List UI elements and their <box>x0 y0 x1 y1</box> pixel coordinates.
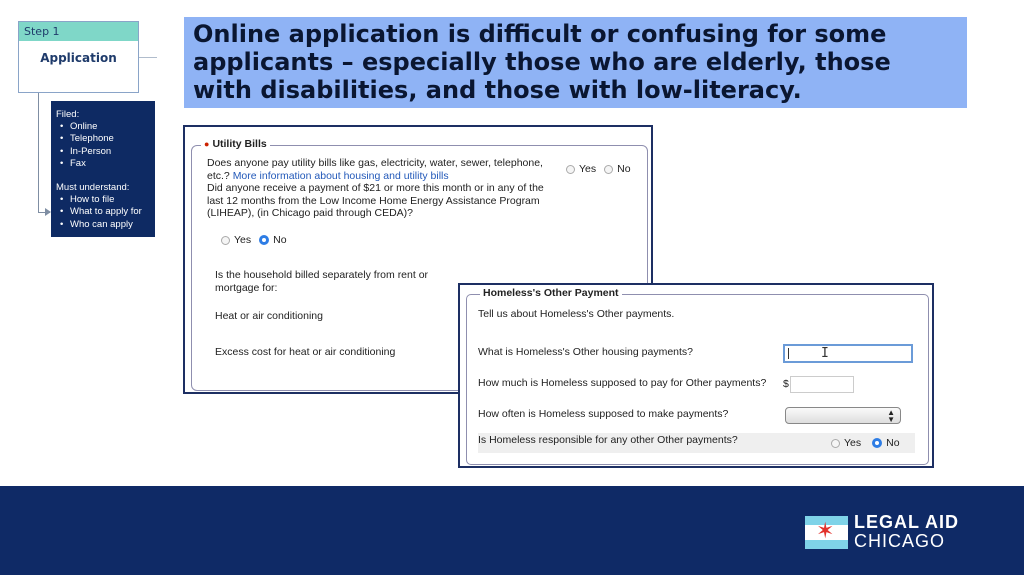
dollar-sign: $ <box>783 378 789 390</box>
list-item: • Telephone <box>56 133 150 145</box>
amount-input[interactable] <box>790 376 854 393</box>
q2-no-label: No <box>273 234 287 246</box>
understand-list <box>56 194 150 231</box>
heat-ac-label: Heat or air conditioning <box>215 310 323 322</box>
homeless-payment-panel <box>458 283 934 468</box>
select-arrows-icon: ▲ ▼ <box>887 408 895 424</box>
utility-legend-label: Utility Bills <box>212 138 267 150</box>
q1-yes-label: Yes <box>579 163 597 175</box>
utility-question-1 <box>207 157 557 220</box>
text-caret <box>788 348 789 359</box>
q1-no-label: No <box>617 163 631 175</box>
q2-no-radio[interactable] <box>259 235 269 245</box>
utility-q2-radios <box>221 234 287 246</box>
chicago-flag-icon: ✶ <box>805 516 848 549</box>
list-item: • Fax <box>56 158 150 170</box>
list-item: • Online <box>56 121 150 133</box>
filed-heading: Filed: <box>56 109 80 120</box>
utility-q1-text: Does anyone pay utility bills like gas, electricity, water, sewer, telephone, etc.? <box>207 157 543 182</box>
responsible-no-label: No <box>886 437 900 449</box>
step-title: Application <box>40 51 117 65</box>
legal-aid-chicago-logo <box>805 513 959 551</box>
q2-yes-label: Yes <box>234 234 252 246</box>
logo-line-2: CHICAGO <box>854 531 946 551</box>
homeless-intro: Tell us about Homeless's Other payments. <box>478 308 675 320</box>
responsible-yes-label: Yes <box>844 437 862 449</box>
responsible-radios <box>831 437 900 449</box>
responsible-yes-radio[interactable] <box>831 439 840 448</box>
amount-label: How much is Homeless supposed to pay for Other payments? <box>478 377 767 389</box>
q2-yes-radio[interactable] <box>221 236 230 245</box>
responsible-no-radio[interactable] <box>872 438 882 448</box>
q1-yes-radio[interactable] <box>566 165 575 174</box>
housing-payments-label: What is Homeless's Other housing payments? <box>478 346 694 358</box>
q1-no-radio[interactable] <box>604 165 613 174</box>
understand-heading: Must understand: <box>56 182 130 194</box>
step-box <box>18 21 139 93</box>
utility-q1-radios <box>566 163 631 175</box>
filed-list <box>56 121 150 170</box>
housing-payments-input[interactable] <box>783 344 913 363</box>
frequency-label: How often is Homeless supposed to make payments? <box>478 408 729 420</box>
logo-line-1: LEGAL AID <box>854 512 960 532</box>
text-cursor-icon: I <box>821 346 829 361</box>
required-icon: ● <box>204 139 210 149</box>
excess-cost-label: Excess cost for heat or air conditioning <box>215 346 396 358</box>
utility-question-3: Is the household billed separately from rent or mortgage for: <box>215 269 429 294</box>
responsible-label: Is Homeless responsible for any other Other payments? <box>478 434 738 446</box>
slide-headline: Online application is difficult or confusing for some applicants – especially those who are elderly, those with disabilities, and those with low-literacy. <box>184 17 967 108</box>
utility-q2-text: Did anyone receive a payment of $21 or more this month or in any of the last 12 months from the Low Income Home Energy Assistance Program (LIHEAP), (in Chicago paid through CEDA)? <box>207 182 544 219</box>
connector-line-vertical <box>38 93 39 213</box>
connector-line <box>139 57 157 58</box>
frequency-select[interactable] <box>785 407 901 424</box>
housing-info-link[interactable]: More information about housing and utility bills <box>232 169 449 182</box>
step-label: Step 1 <box>19 22 138 41</box>
list-item: • In-Person <box>56 146 150 158</box>
details-box <box>51 101 155 237</box>
utility-legend <box>201 138 270 150</box>
homeless-legend: Homeless's Other Payment <box>480 287 622 299</box>
list-item: • How to file <box>56 194 150 206</box>
list-item: • Who can apply <box>56 219 150 231</box>
list-item: • What to apply for <box>56 206 150 218</box>
